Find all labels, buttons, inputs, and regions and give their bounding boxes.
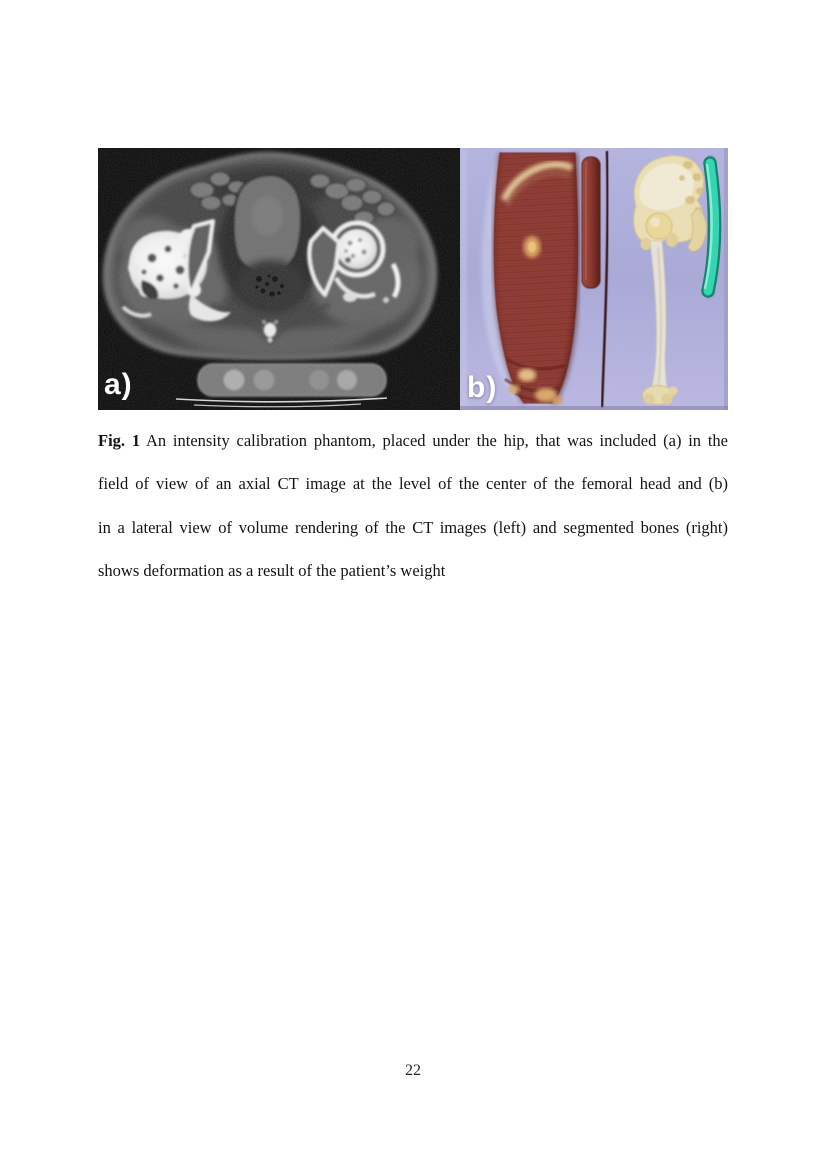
caption-line: shows deformation as a result of the patient’s weight (98, 561, 446, 581)
panel-b-volume-rendering (460, 148, 728, 410)
ct-axial-image (98, 148, 460, 410)
panel-a-label: a) (104, 368, 133, 401)
figure-caption (98, 419, 728, 593)
vr-noise-overlay (460, 148, 728, 410)
caption-line (98, 419, 728, 462)
panel-b-label: b) (467, 371, 498, 404)
volume-rendering-image (460, 148, 728, 410)
caption-line: in a lateral view of volume rendering of the CT images (left) and segmented bones (right) (98, 517, 728, 537)
panel-a-ct-image (98, 148, 460, 410)
figure-label: Fig. 1 (98, 431, 141, 450)
ct-noise-overlay (98, 148, 460, 410)
page-number: 22 (405, 1062, 421, 1079)
figure-1 (98, 148, 728, 410)
caption-line: field of view of an axial CT image at the level of the center of the femoral head and (b) (98, 474, 728, 494)
caption-text: An intensity calibration phantom, placed under the hip, that was included (a) in the (145, 431, 728, 450)
